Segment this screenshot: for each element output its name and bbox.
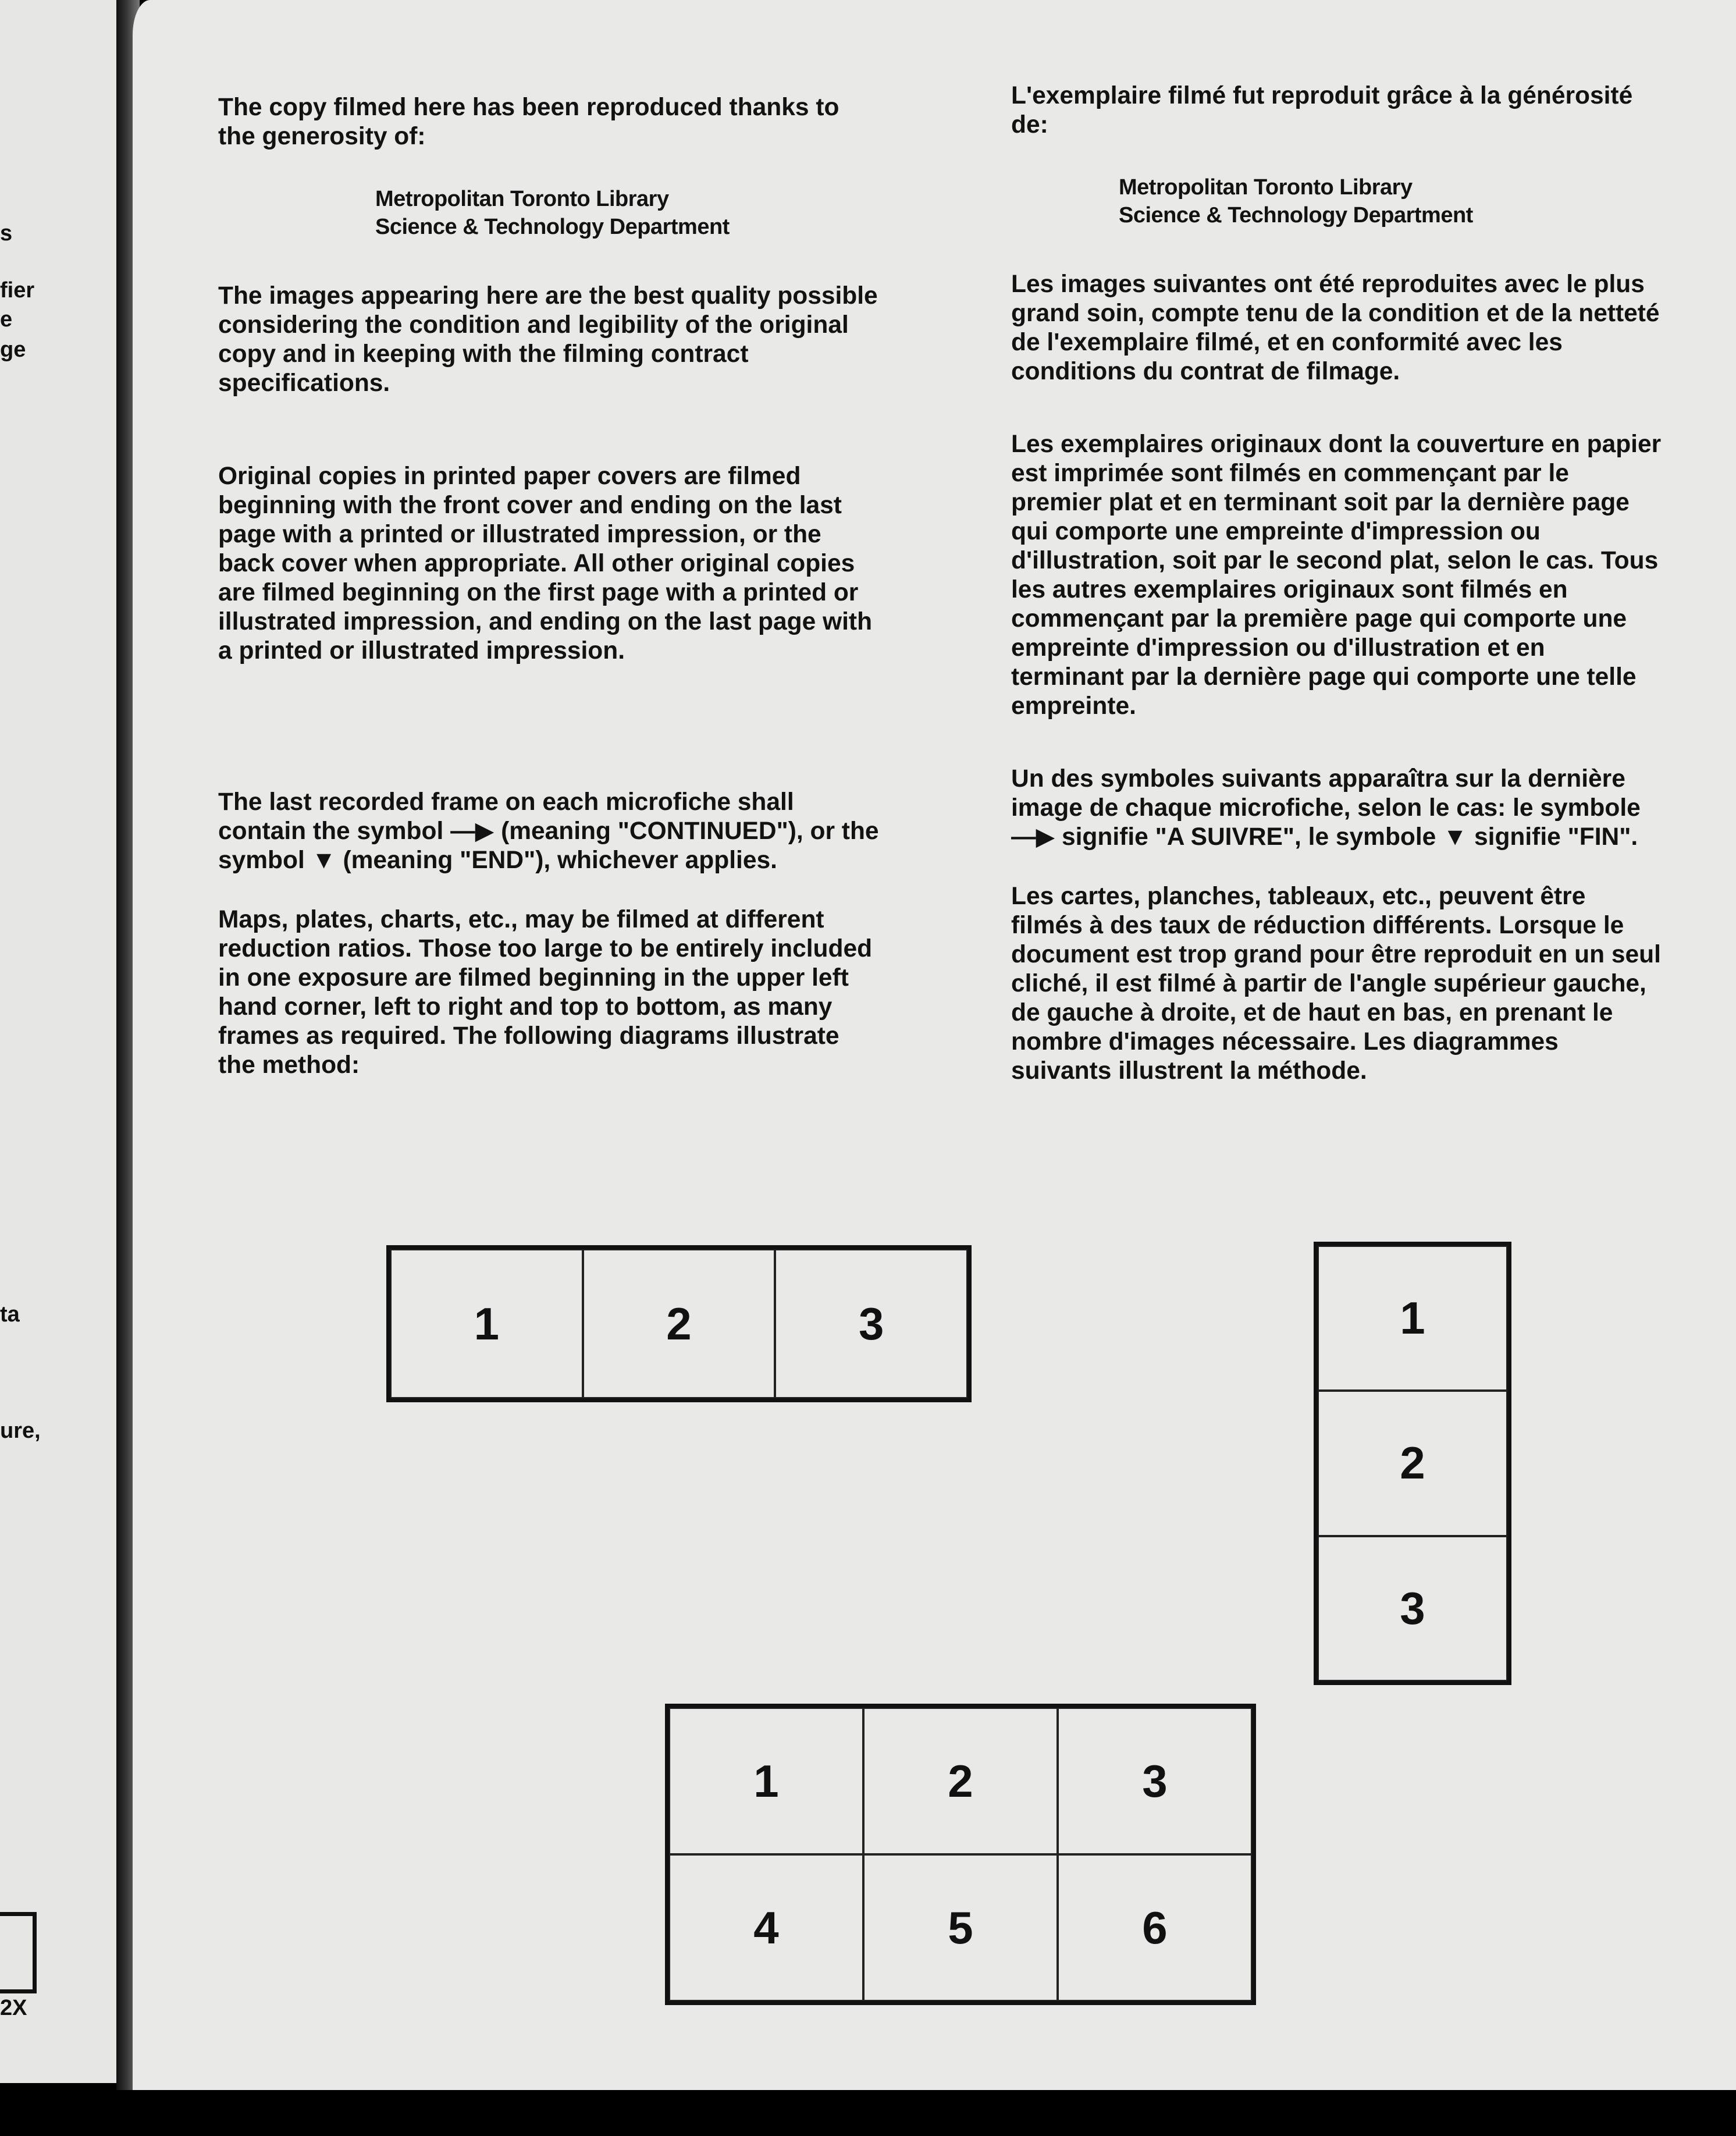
fragment-box — [0, 1912, 37, 1993]
frame-cell: 1 — [390, 1249, 583, 1398]
english-paragraph-maps: Maps, plates, charts, etc., may be filmed at different reduction ratios. Those too large to be entirely included in one exposure are filmed beginning in the upper left hand corner, left to right and top to bottom, as many frames as required. The following diagrams illustrate the method: — [218, 906, 873, 1079]
library-department: Science & Technology Department — [375, 215, 730, 239]
diagram-grid — [665, 1704, 1256, 2005]
frame-cell: 3 — [1058, 1708, 1252, 1854]
french-library — [1119, 173, 1663, 229]
adjacent-page-fragment — [0, 0, 116, 2083]
fragment-text: ge — [0, 337, 26, 362]
fragment-text: ure, — [0, 1419, 41, 1443]
french-paragraph-quality: Les images suivantes ont été reproduites avec le plus grand soin, compte tenu de la condition et de la netteté de l'exemplaire filmé, et en conformité avec les conditions du contrat de filmage. — [1011, 271, 1660, 385]
frame-cell: 2 — [863, 1708, 1058, 1854]
frame-cell: 1 — [1318, 1246, 1507, 1391]
english-paragraph-symbols: The last recorded frame on each microfiche shall contain the symbol —▶ (meaning "CONTINUED"), or the symbol ▼ (meaning "END"), whichever applies. — [218, 788, 879, 874]
frame-cell: 4 — [669, 1854, 863, 2001]
frame-cell: 3 — [775, 1249, 967, 1398]
frame-cell: 3 — [1318, 1536, 1507, 1681]
fragment-text: e — [0, 307, 13, 332]
fragment-text: fier — [0, 278, 35, 303]
english-paragraph-quality: The images appearing here are the best quality possible considering the condition and legibility of the original copy and in keeping with the filming contract specifications. — [218, 282, 878, 397]
french-paragraph-covers: Les exemplaires originaux dont la couverture en papier est imprimée sont filmés en commençant par le premier plat et en terminant soit par la dernière page qui comporte une empreinte d'impression ou d'illustration, soit par le second plat, selon le cas. Tous les autres exemplaires originaux sont filmés en commençant par la première page qui comporte une empreinte d'impression ou d'illustration et en terminant par la dernière page qui comporte une telle empreinte. — [1011, 431, 1662, 720]
english-paragraph-covers: Original copies in printed paper covers are filmed beginning with the front cover and ending on the last page with a printed or illustrated impression, or the back cover when appropriate. All other original copies are filmed beginning on the first page with a printed or illustrated impression, and ending on the last page with a printed or illustrated impression. — [218, 463, 873, 664]
french-column — [1011, 81, 1663, 1086]
library-name: Metropolitan Toronto Library — [375, 187, 669, 211]
frame-cell: 1 — [669, 1708, 863, 1854]
frame-cell: 5 — [863, 1854, 1058, 2001]
fragment-text: 2X — [0, 1996, 27, 2020]
english-thanks: The copy filmed here has been reproduced thanks to the generosity of: — [218, 94, 839, 150]
french-paragraph-maps: Les cartes, planches, tableaux, etc., peuvent être filmés à des taux de réduction différents. Lorsque le document est trop grand pour être reproduit en un seul cliché, il est filmé à partir de l'angle supérieur gauche, de gauche à droite, et de haut en bas, en prenant le nombre d'images nécessaire. Les diagrammes suivants illustrent la méthode. — [1011, 883, 1661, 1085]
english-column — [218, 93, 881, 1080]
fragment-text: s — [0, 221, 13, 246]
diagram-vertical — [1314, 1242, 1511, 1685]
frame-cell: 2 — [1318, 1391, 1507, 1536]
english-library — [375, 185, 881, 241]
scan-border — [0, 2090, 1736, 2136]
diagram-horizontal — [386, 1245, 972, 1402]
french-paragraph-symbols: Un des symboles suivants apparaîtra sur la dernière image de chaque microfiche, selon le cas: le symbole —▶ signifie "A SUIVRE", le symbole ▼ signifie "FIN". — [1011, 765, 1641, 851]
library-department: Science & Technology Department — [1119, 203, 1473, 228]
frame-cell: 2 — [583, 1249, 775, 1398]
french-thanks: L'exemplaire filmé fut reproduit grâce à la générosité de: — [1011, 82, 1633, 138]
fragment-text: ta — [0, 1302, 20, 1327]
library-name: Metropolitan Toronto Library — [1119, 175, 1413, 200]
frame-cell: 6 — [1058, 1854, 1252, 2001]
